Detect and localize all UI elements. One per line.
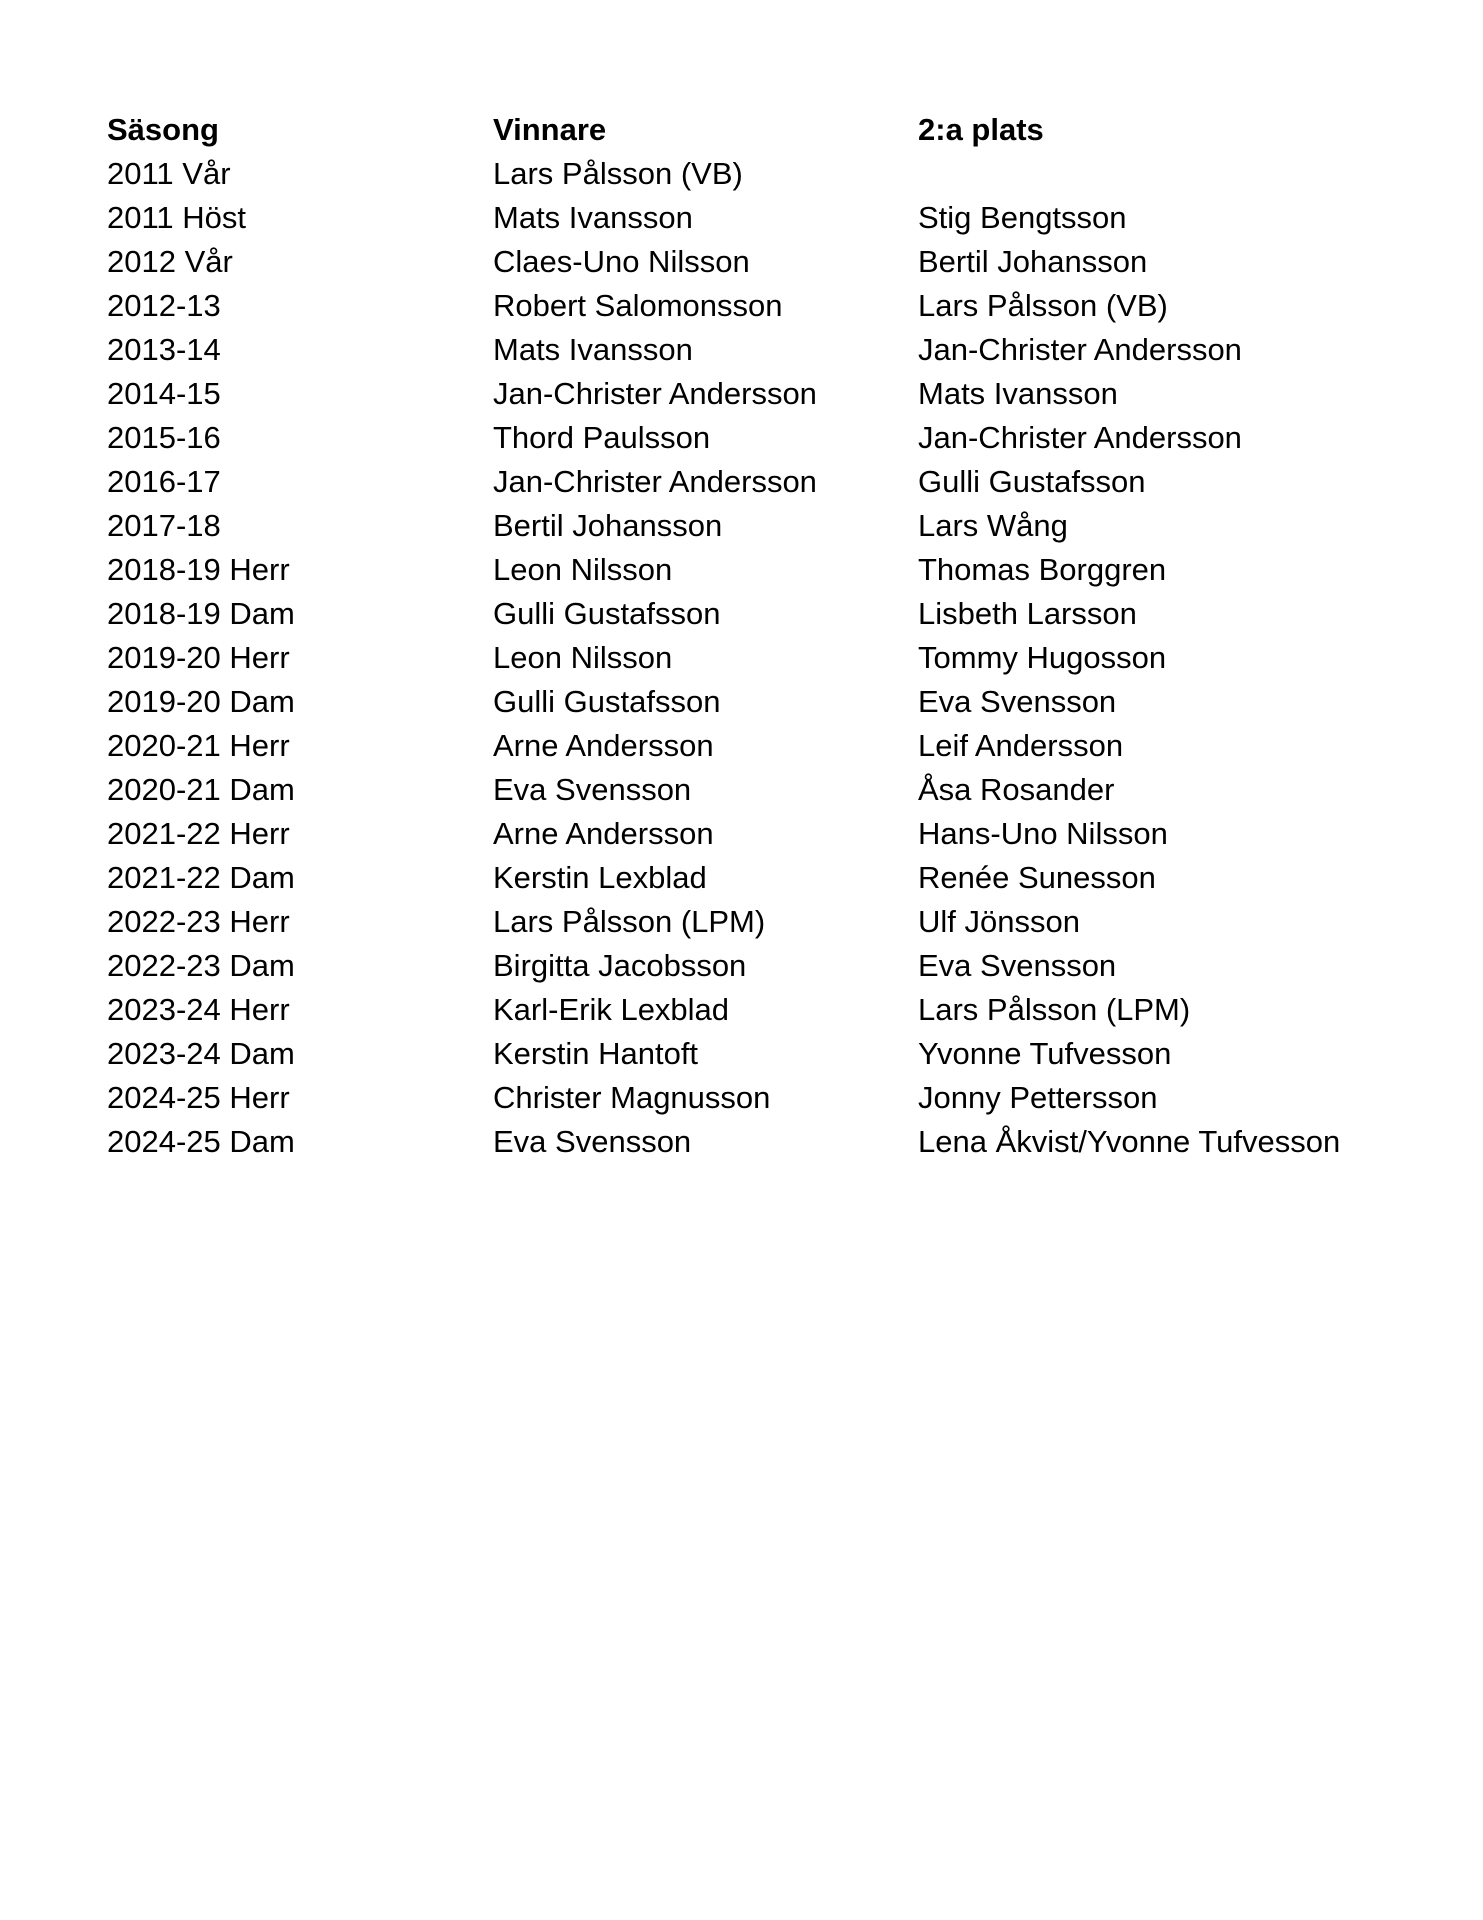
winner-cell: Jan-Christer Andersson — [493, 376, 817, 411]
table-row — [107, 548, 1407, 592]
season-cell: 2011 Höst — [107, 200, 247, 235]
season-cell: 2016-17 — [107, 464, 221, 499]
season-cell: 2014-15 — [107, 376, 221, 411]
winner-cell: Arne Andersson — [493, 816, 714, 851]
winner-cell: Eva Svensson — [493, 1124, 692, 1159]
season-cell: 2021-22 Dam — [107, 860, 295, 895]
season-cell: 2012-13 — [107, 288, 221, 323]
table-row — [107, 152, 1407, 196]
winner-cell: Karl-Erik Lexblad — [493, 992, 730, 1027]
season-cell: 2012 Vår — [107, 244, 233, 279]
season-cell: 2020-21 Dam — [107, 772, 295, 807]
table-row — [107, 812, 1407, 856]
second-place-cell: Thomas Borggren — [918, 552, 1167, 587]
winner-cell: Leon Nilsson — [493, 552, 673, 587]
second-place-cell: Lisbeth Larsson — [918, 596, 1137, 631]
second-place-cell: Renée Sunesson — [918, 860, 1156, 895]
table-row — [107, 944, 1407, 988]
table-row — [107, 416, 1407, 460]
winner-cell: Christer Magnusson — [493, 1080, 771, 1115]
table-row — [107, 592, 1407, 636]
second-place-cell: Bertil Johansson — [918, 244, 1148, 279]
season-cell: 2024-25 Dam — [107, 1124, 295, 1159]
second-place-cell: Hans-Uno Nilsson — [918, 816, 1168, 851]
winner-cell: Thord Paulsson — [493, 420, 711, 455]
winner-cell: Mats Ivansson — [493, 332, 693, 367]
winner-cell: Mats Ivansson — [493, 200, 693, 235]
season-cell: 2015-16 — [107, 420, 221, 455]
second-place-cell: Yvonne Tufvesson — [918, 1036, 1172, 1071]
table-header-row — [107, 108, 1407, 152]
winner-cell: Robert Salomonsson — [493, 288, 783, 323]
table-row — [107, 328, 1407, 372]
second-place-cell: Tommy Hugosson — [918, 640, 1167, 675]
table-row — [107, 768, 1407, 812]
table-row — [107, 240, 1407, 284]
results-table — [107, 108, 1407, 1164]
season-cell: 2013-14 — [107, 332, 221, 367]
winner-cell: Lars Pålsson (VB) — [493, 156, 743, 191]
winner-cell: Eva Svensson — [493, 772, 692, 807]
season-cell: 2017-18 — [107, 508, 221, 543]
winner-cell: Lars Pålsson (LPM) — [493, 904, 766, 939]
season-cell: 2018-19 Herr — [107, 552, 290, 587]
table-row — [107, 856, 1407, 900]
second-place-cell: Lars Pålsson (LPM) — [918, 992, 1191, 1027]
second-place-cell: Lena Åkvist/Yvonne Tufvesson — [918, 1124, 1341, 1159]
winner-cell: Claes-Uno Nilsson — [493, 244, 750, 279]
winner-cell: Kerstin Lexblad — [493, 860, 707, 895]
second-place-cell: Stig Bengtsson — [918, 200, 1127, 235]
second-place-cell: Lars Wång — [918, 508, 1068, 543]
season-cell: 2022-23 Herr — [107, 904, 290, 939]
season-cell: 2022-23 Dam — [107, 948, 295, 983]
table-row — [107, 988, 1407, 1032]
second-place-cell: Åsa Rosander — [918, 772, 1115, 807]
season-cell: 2023-24 Herr — [107, 992, 290, 1027]
header-second-place: 2:a plats — [918, 112, 1044, 147]
table-row — [107, 900, 1407, 944]
table-row — [107, 724, 1407, 768]
table-row — [107, 504, 1407, 548]
table-row — [107, 372, 1407, 416]
winner-cell: Arne Andersson — [493, 728, 714, 763]
second-place-cell: Eva Svensson — [918, 948, 1117, 983]
winner-cell: Leon Nilsson — [493, 640, 673, 675]
second-place-cell: Ulf Jönsson — [918, 904, 1080, 939]
table-row — [107, 1032, 1407, 1076]
header-winner: Vinnare — [493, 112, 607, 147]
header-season: Säsong — [107, 112, 219, 147]
second-place-cell: Lars Pålsson (VB) — [918, 288, 1168, 323]
winner-cell: Birgitta Jacobsson — [493, 948, 747, 983]
season-cell: 2011 Vår — [107, 156, 231, 191]
second-place-cell: Jonny Pettersson — [918, 1080, 1158, 1115]
table-row — [107, 1076, 1407, 1120]
winner-cell: Kerstin Hantoft — [493, 1036, 699, 1071]
season-cell: 2020-21 Herr — [107, 728, 290, 763]
table-row — [107, 680, 1407, 724]
table-row — [107, 460, 1407, 504]
second-place-cell: Gulli Gustafsson — [918, 464, 1146, 499]
table-body — [107, 152, 1407, 1164]
season-cell: 2018-19 Dam — [107, 596, 295, 631]
winner-cell: Bertil Johansson — [493, 508, 723, 543]
winner-cell: Gulli Gustafsson — [493, 684, 721, 719]
table-row — [107, 636, 1407, 680]
season-cell: 2024-25 Herr — [107, 1080, 290, 1115]
winner-cell: Jan-Christer Andersson — [493, 464, 817, 499]
winner-cell: Gulli Gustafsson — [493, 596, 721, 631]
table-row — [107, 196, 1407, 240]
second-place-cell: Leif Andersson — [918, 728, 1124, 763]
season-cell: 2019-20 Dam — [107, 684, 295, 719]
season-cell: 2021-22 Herr — [107, 816, 290, 851]
season-cell: 2019-20 Herr — [107, 640, 290, 675]
table-row — [107, 284, 1407, 328]
second-place-cell: Jan-Christer Andersson — [918, 332, 1242, 367]
second-place-cell: Mats Ivansson — [918, 376, 1118, 411]
season-cell: 2023-24 Dam — [107, 1036, 295, 1071]
second-place-cell: Jan-Christer Andersson — [918, 420, 1242, 455]
second-place-cell: Eva Svensson — [918, 684, 1117, 719]
table-row — [107, 1120, 1407, 1164]
